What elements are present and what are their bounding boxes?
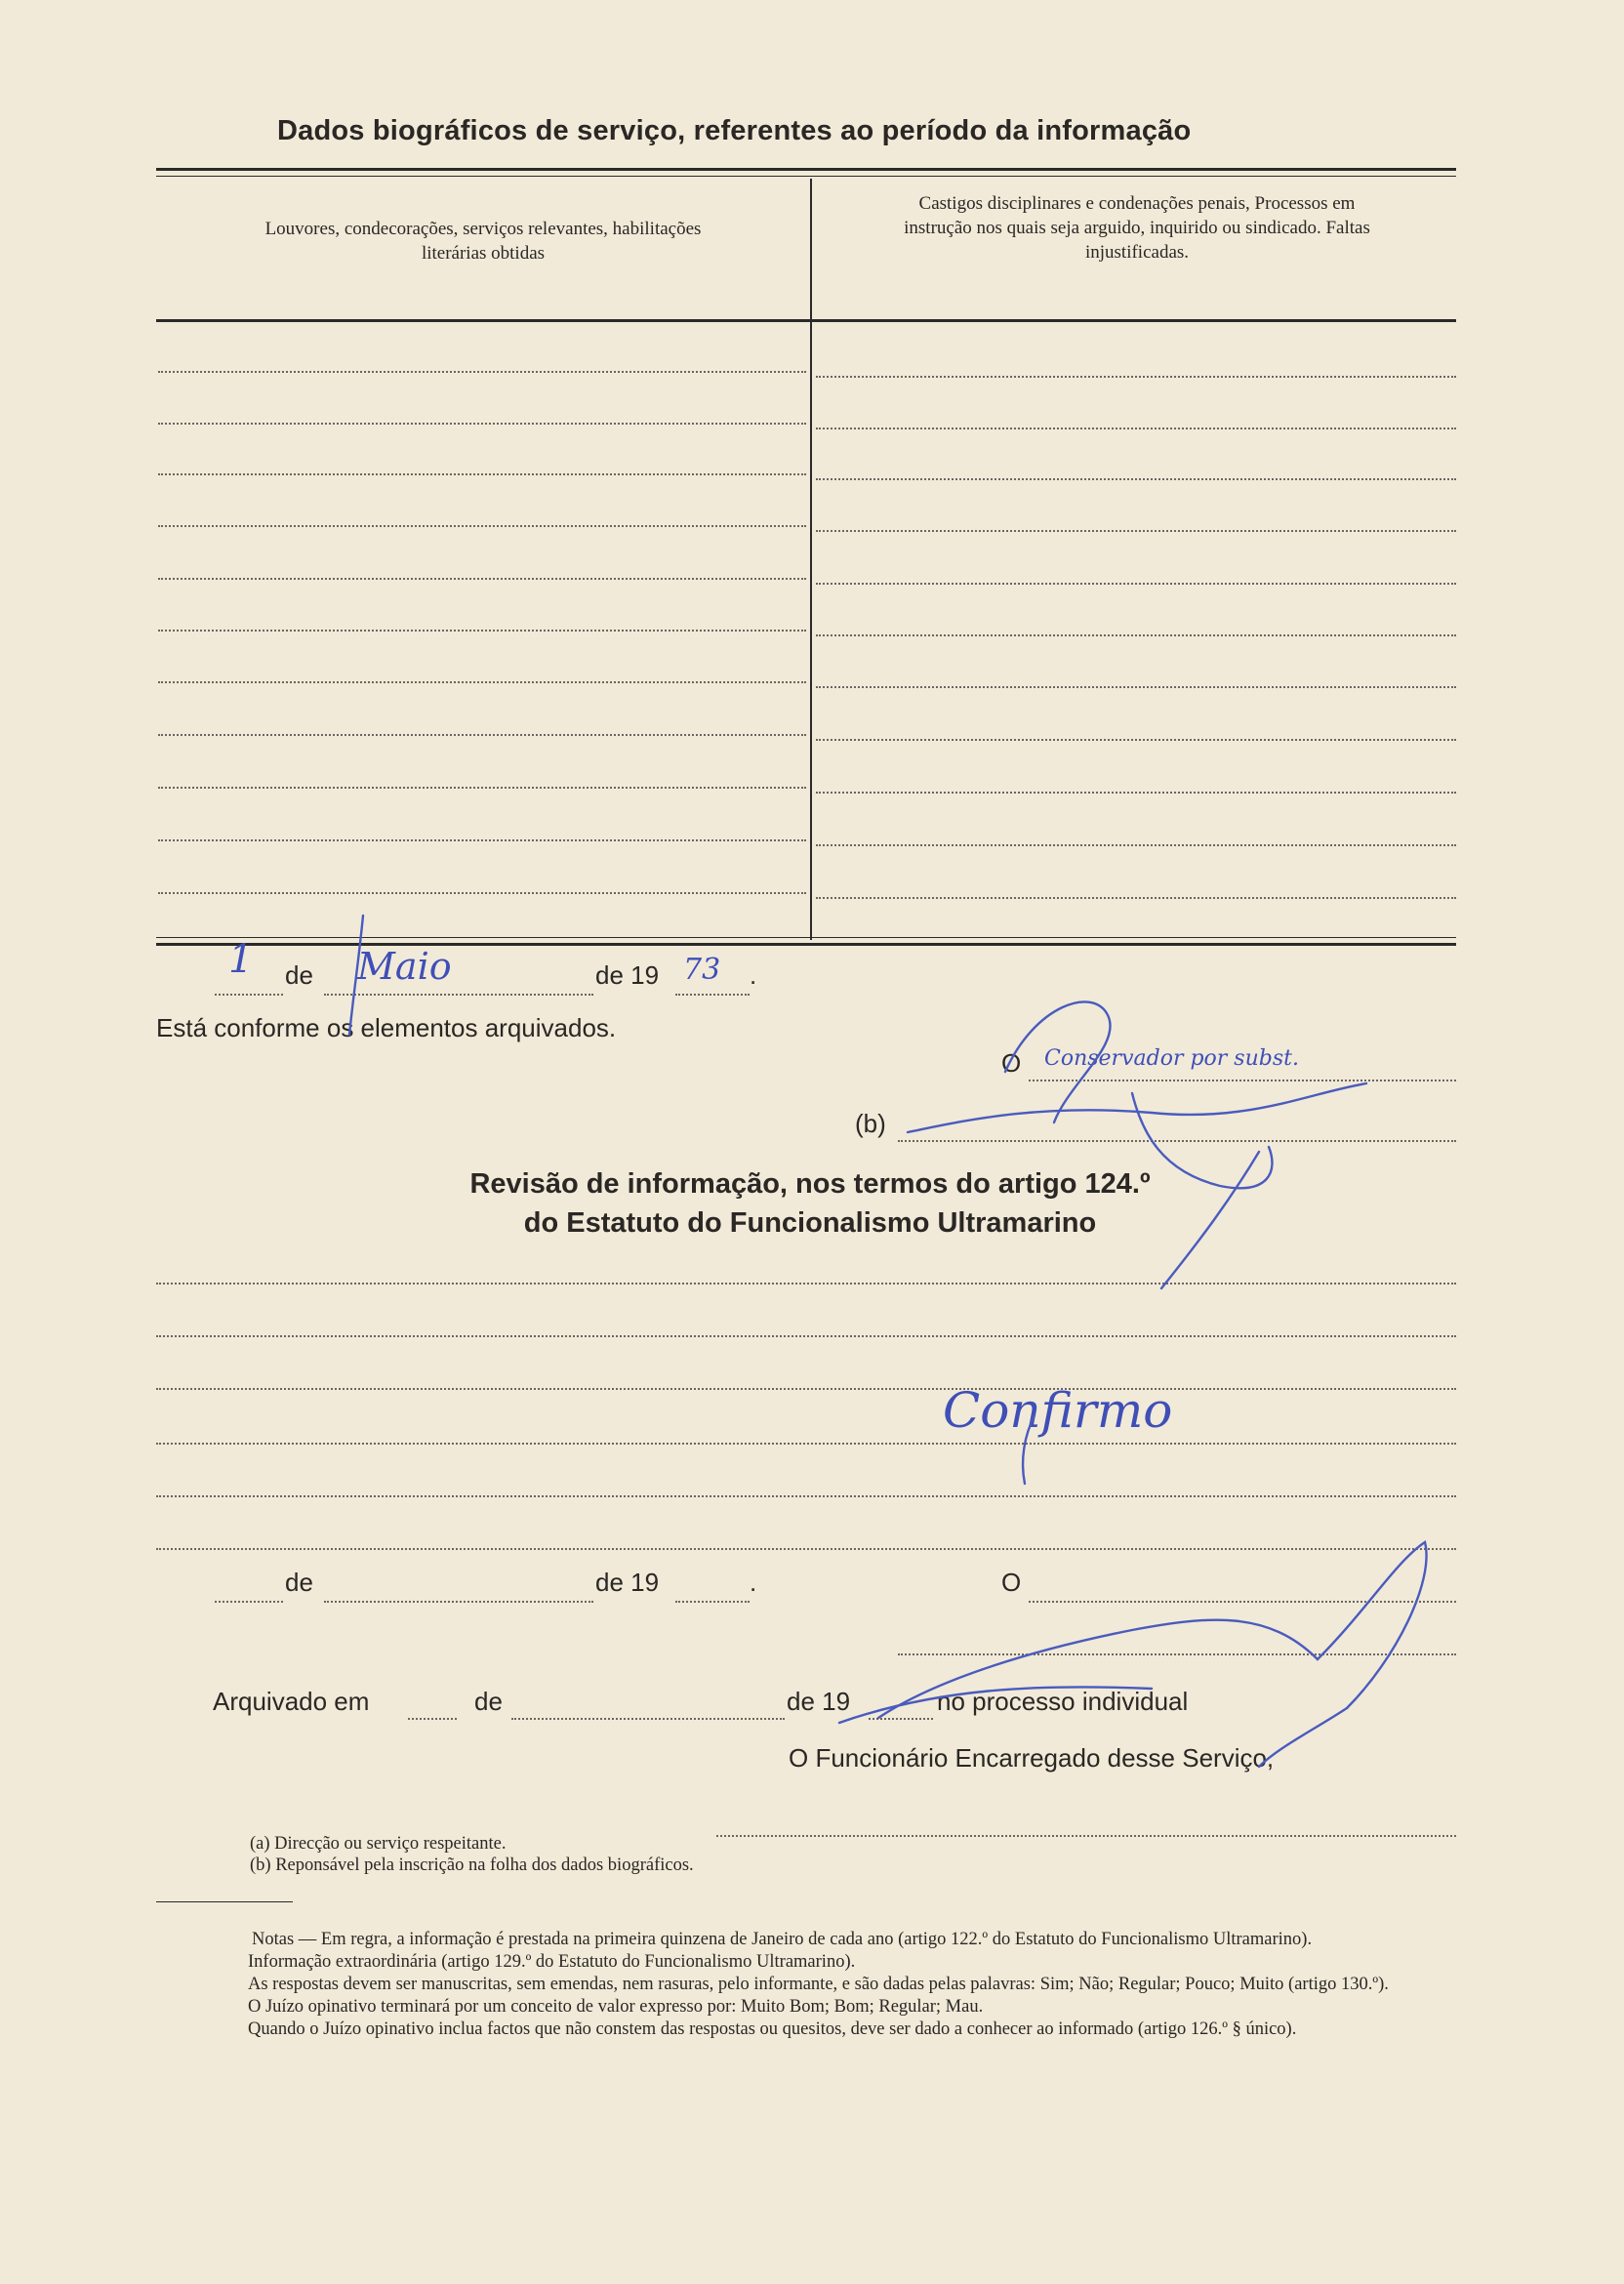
bottom-signature (878, 1542, 1427, 1718)
b-label: (b) (855, 1109, 886, 1138)
bottom-signature-underline (839, 1687, 1152, 1723)
funcionario-label: O Funcionário Encarregado desse Serviço, (789, 1743, 1275, 1773)
date2-de19-label: de 19 (595, 1568, 660, 1597)
col-right-header: Castigos disciplinares e condenações penais, Processos em instrução nos quais seja arguido, inquirido ou sindicado. Faltas injustificadas. (904, 193, 1370, 263)
col-left-header: Louvores, condecorações, serviços relevantes, habilitações literárias obtidas (264, 219, 702, 264)
conforme-text: Está conforme os elementos arquivados. (156, 1013, 617, 1042)
no-processo-label: no processo individual (937, 1687, 1189, 1716)
b-signature-loop (1132, 1093, 1272, 1188)
date1-year-handwriting: 73 (683, 953, 721, 987)
date2-period: . (750, 1568, 757, 1597)
date1-month-handwriting: Maio (357, 945, 452, 988)
o-signature-flourish (1005, 1001, 1111, 1122)
arquivado-em-label: Arquivado em (213, 1687, 370, 1716)
date1-day-stroke (349, 916, 363, 1035)
o-signature-handwriting: Conservador por subst. (1044, 1046, 1299, 1071)
date1-de19-label: de 19 (595, 960, 660, 990)
note-b: (b) Reponsável pela inscrição na folha dos dados biográficos. (250, 1856, 694, 1875)
nota-1: Notas — Em regra, a informação é prestada na primeira quinzena de Janeiro de cada ano (artigo 122.º do Estatuto do Funcionalismo Ultramarino). (252, 1930, 1313, 1949)
date1-de-label: de (285, 960, 313, 990)
nota-2: Informação extraordinária (artigo 129.º do Estatuto do Funcionalismo Ultramarino). (248, 1952, 856, 1972)
date1-day-handwriting: 1 (228, 937, 254, 982)
arquivado-de19-label: de 19 (787, 1687, 851, 1716)
b-signature-tail (1161, 1152, 1259, 1288)
note-a: (a) Direcção ou serviço respeitante. (250, 1834, 507, 1854)
o-label-2: O (1001, 1568, 1022, 1597)
bottom-signature-tail (1259, 1708, 1347, 1767)
nota-4: O Juízo opinativo terminará por um conceito de valor expresso por: Muito Bom; Bom; Regular; Mau. (248, 1997, 984, 2017)
date1-period: . (750, 960, 757, 990)
nota-3: As respostas devem ser manuscritas, sem emendas, nem rasuras, pelo informante, e são dadas pelas palavras: Sim; Não; Regular; Pouco; Muito (artigo 130.º). (248, 1975, 1389, 1994)
date2-de-label: de (285, 1568, 313, 1597)
nota-5: Quando o Juízo opinativo inclua factos que não constem das respostas ou quesitos, deve ser dado a conhecer ao informado (artigo 126.º § único). (248, 2019, 1297, 2039)
revisao-title-1: Revisão de informação, nos termos do artigo 124.º (469, 1168, 1151, 1200)
arquivado-de-label: de (474, 1687, 503, 1716)
confirmo-handwriting: Confirmo (943, 1382, 1173, 1439)
revisao-title-2: do Estatuto do Funcionalismo Ultramarino (523, 1207, 1097, 1239)
section-title: Dados biográficos de serviço, referentes ao período da informação (277, 115, 1192, 146)
o-label: O (1001, 1048, 1022, 1078)
confirmo-tail (1023, 1415, 1035, 1484)
